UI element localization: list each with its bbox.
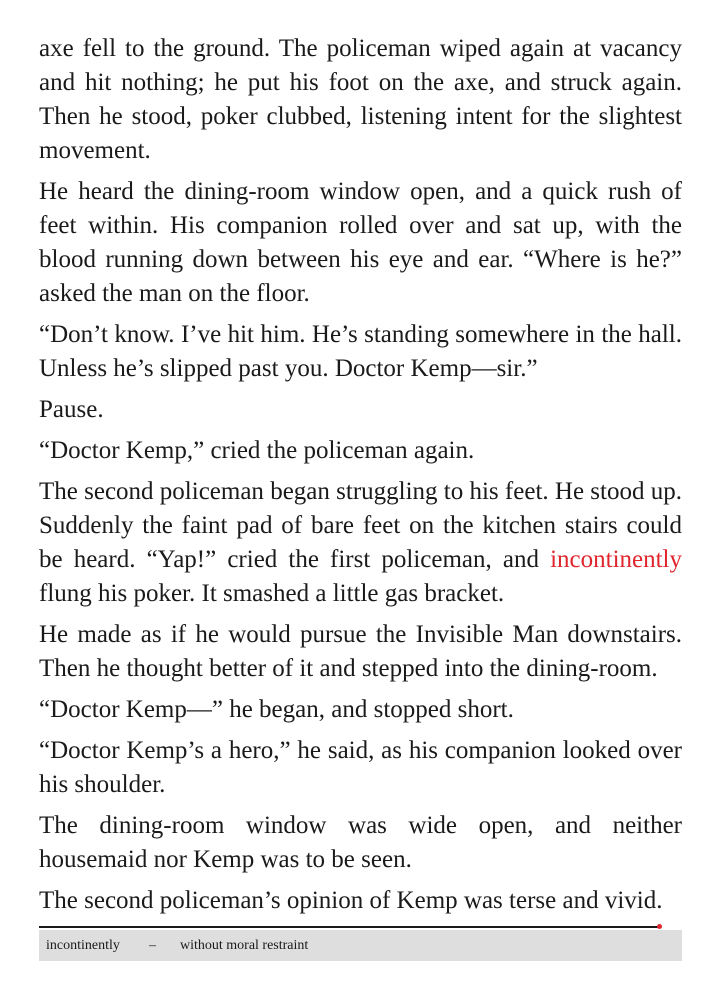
- paragraph-9: “Doctor Kemp’s a hero,” he said, as his companion looked over his shoulder.: [39, 737, 682, 798]
- footnote-term: incontinently: [46, 938, 120, 953]
- paragraph-6-before: The second policeman began struggling to his feet. He stood up. Suddenly the faint pad of bare feet on the kitchen stairs could be heard. “Yap!” cried the first policeman, and: [39, 478, 682, 573]
- paragraph-6: [39, 475, 682, 611]
- paragraph-11: The second policeman’s opinion of Kemp was terse and vivid.: [39, 887, 663, 914]
- paragraph-4: Pause.: [39, 396, 104, 423]
- divider-marker-dot: [657, 924, 662, 929]
- footnote-definition: without moral restraint: [180, 938, 309, 953]
- highlighted-term[interactable]: incontinently: [550, 546, 682, 573]
- page-body: [39, 32, 682, 925]
- paragraph-6-after: flung his poker. It smashed a little gas bracket.: [39, 580, 505, 607]
- footnote-bar: [39, 930, 682, 961]
- paragraph-10: The dining-room window was wide open, and neither housemaid nor Kemp was to be seen.: [39, 812, 682, 873]
- paragraph-8: “Doctor Kemp—” he began, and stopped short.: [39, 696, 514, 723]
- paragraph-2: He heard the dining-room window open, and a quick rush of feet within. His companion rolled over and sat up, with the blood running down between his eye and ear. “Where is he?” asked the man on the floor.: [39, 178, 682, 307]
- footnote-divider: [39, 926, 659, 928]
- paragraph-1: axe fell to the ground. The policeman wiped again at vacancy and hit nothing; he put his foot on the axe, and struck again. Then he stood, poker clubbed, listening intent for the slightest movement.: [39, 35, 682, 164]
- paragraph-3: “Don’t know. I’ve hit him. He’s standing somewhere in the hall. Unless he’s slipped past you. Doctor Kemp—sir.”: [39, 321, 682, 382]
- paragraph-5: “Doctor Kemp,” cried the policeman again.: [39, 437, 475, 464]
- footnote-separator: –: [149, 938, 156, 953]
- paragraph-7: He made as if he would pursue the Invisible Man downstairs. Then he thought better of it and stepped into the dining-room.: [39, 621, 682, 682]
